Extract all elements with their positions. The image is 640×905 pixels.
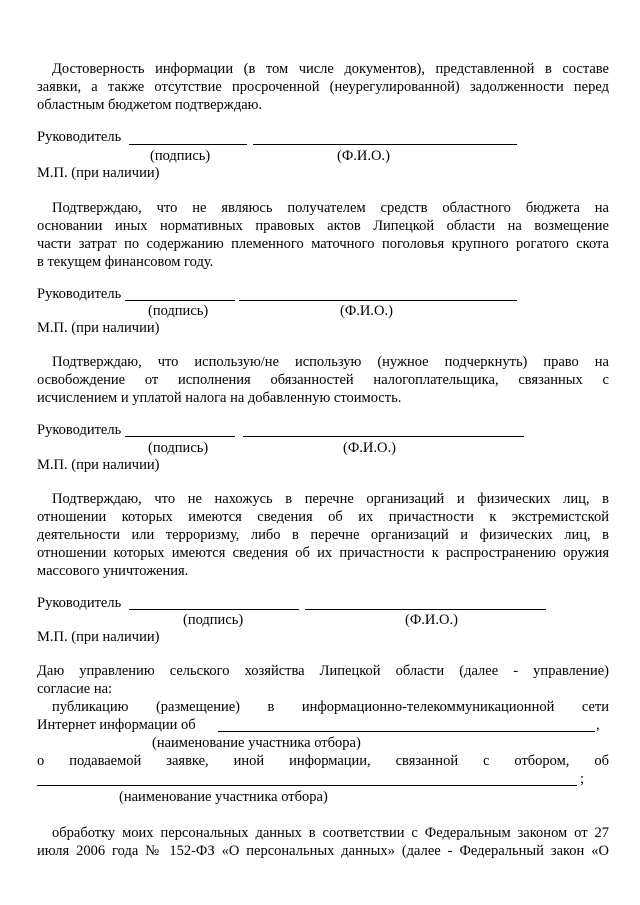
paragraph-line: отношении которых имеются сведения об их причастности к распространению оружия	[37, 545, 609, 561]
paragraph-line: исчислением и уплатой налога на добавленную стоимость.	[37, 390, 402, 406]
consent-processing-line: обработку моих персональных данных в соответствии с Федеральным законом от 27	[52, 825, 609, 841]
semicolon: ;	[580, 771, 585, 787]
participant-name-field-2[interactable]	[37, 785, 577, 786]
signature-field[interactable]	[129, 144, 247, 145]
consent-intro	[37, 662, 609, 698]
fio-field[interactable]	[239, 300, 517, 301]
paragraph-line: Подтверждаю, что не нахожусь в перечне организаций и физических лиц, в	[52, 491, 609, 507]
signature-field[interactable]	[129, 609, 299, 610]
paragraph-line: отношении которых имеются сведения об их причастности к экстремистской	[37, 509, 609, 525]
consent-about-line: о подаваемой заявке, иной информации, связанной с отбором, об	[37, 753, 609, 769]
consent-processing-line: июля 2006 года № 152-ФЗ «О персональных данных» (далее - Федеральный закон «О	[37, 843, 609, 859]
paragraph-line: в текущем финансовом году.	[37, 254, 214, 270]
fio-caption: (Ф.И.О.)	[340, 303, 393, 319]
head-label: Руководитель	[37, 422, 122, 438]
stamp-label: М.П. (при наличии)	[37, 457, 160, 473]
paragraph-line: основании иных нормативных правовых актов Липецкой области на возмещение	[37, 218, 609, 234]
paragraph-line: деятельности или терроризму, либо в перечне организаций и физических лиц, в	[37, 527, 609, 543]
signature-caption: (подпись)	[150, 148, 211, 164]
paragraph-line: части затрат по содержанию племенного маточного поголовья крупного рогатого скота	[37, 236, 609, 252]
stamp-label: М.П. (при наличии)	[37, 629, 160, 645]
head-label: Руководитель	[37, 129, 122, 145]
consent-processing	[37, 824, 609, 860]
paragraph-line: массового уничтожения.	[37, 563, 189, 579]
paragraph-line: Подтверждаю, что использую/не использую (нужное подчеркнуть) право на	[52, 354, 609, 370]
consent-line: Даю управлению сельского хозяйства Липецкой области (далее - управление)	[37, 663, 609, 679]
signature-field[interactable]	[125, 436, 235, 437]
participant-caption: (наименование участника отбора)	[152, 735, 361, 751]
fio-field[interactable]	[305, 609, 546, 610]
participant-name-field[interactable]	[218, 731, 595, 732]
paragraph-line: освобождение от исполнения обязанностей налогоплательщика, связанных с	[37, 372, 609, 388]
internet-prefix: Интернет информации об	[37, 717, 196, 733]
consent-about	[37, 752, 609, 770]
comma: ,	[596, 717, 600, 733]
fio-field[interactable]	[243, 436, 524, 437]
paragraph-line: заявки, а также отсутствие просроченной (неурегулированной) задолженности перед	[37, 79, 609, 95]
fio-field[interactable]	[253, 144, 517, 145]
paragraph-not-recipient	[37, 199, 609, 271]
head-label: Руководитель	[37, 286, 122, 302]
consent-publication-line: публикацию (размещение) в информационно-телекоммуникационной сети	[52, 699, 609, 715]
paragraph-line: областным бюджетом подтверждаю.	[37, 97, 263, 113]
paragraph-line: Подтверждаю, что не являюсь получателем средств областного бюджета на	[52, 200, 609, 216]
stamp-label: М.П. (при наличии)	[37, 320, 160, 336]
participant-caption-2: (наименование участника отбора)	[119, 789, 328, 805]
paragraph-reliability	[37, 60, 609, 114]
paragraph-line: Достоверность информации (в том числе документов), представленной в составе	[52, 61, 609, 77]
consent-line: согласие на:	[37, 681, 113, 697]
signature-caption: (подпись)	[148, 440, 209, 456]
signature-caption: (подпись)	[183, 612, 244, 628]
paragraph-vat	[37, 353, 609, 407]
head-label: Руководитель	[37, 595, 122, 611]
signature-caption: (подпись)	[148, 303, 209, 319]
fio-caption: (Ф.И.О.)	[343, 440, 396, 456]
stamp-label: М.П. (при наличии)	[37, 165, 160, 181]
fio-caption: (Ф.И.О.)	[405, 612, 458, 628]
signature-field[interactable]	[125, 300, 235, 301]
fio-caption: (Ф.И.О.)	[337, 148, 390, 164]
consent-publication	[37, 698, 609, 716]
paragraph-extremism	[37, 490, 609, 580]
